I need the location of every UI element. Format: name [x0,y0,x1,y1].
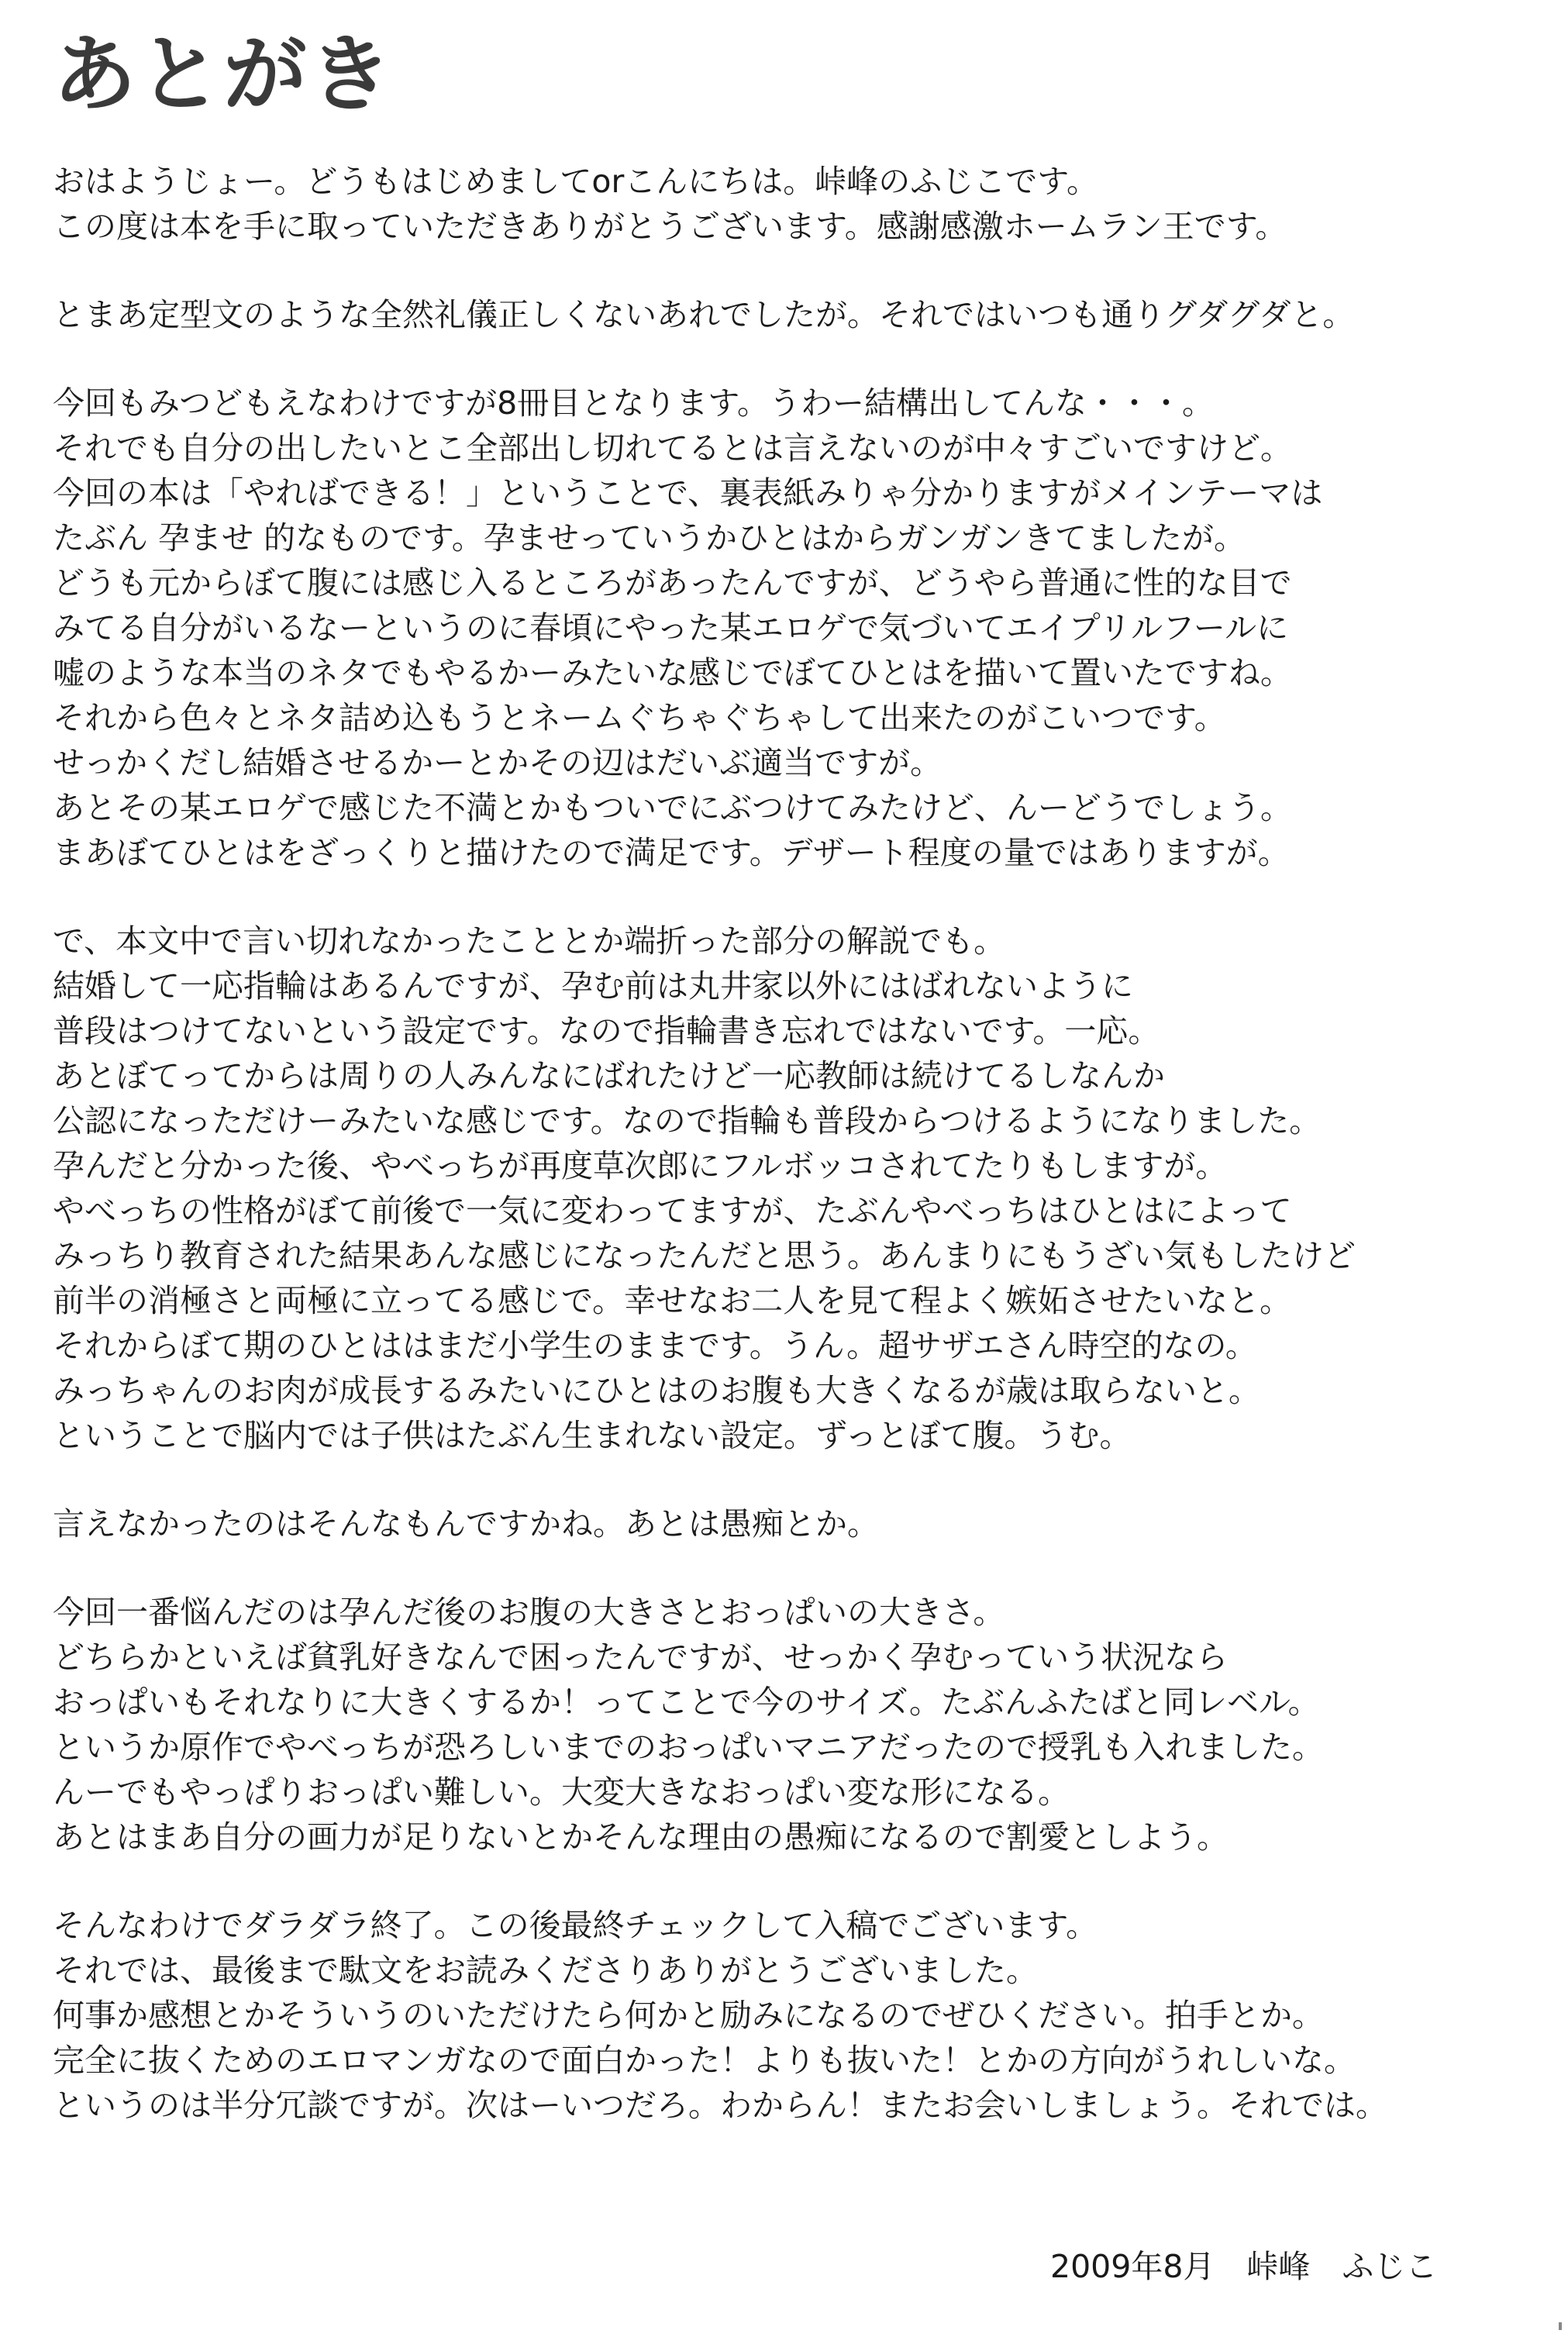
text-line: みてる自分がいるなーというのに春頃にやった某エロゲで気づいてエイプリルフールに [53,609,1289,646]
page-title: あとがき [53,26,395,123]
text-line: みっちり教育された結果あんな感じになったんだと思う。あんまりにもうざい気もしたけど [53,1237,1356,1274]
text-line: 普段はつけてないという設定です。なので指輪書き忘れではないです。一応。 [53,1012,1160,1050]
text-line: たぶん 孕ませ 的なものです。孕ませっていうかひとはからガンガンきてましたが。 [53,519,1246,557]
text-line: せっかくだし結婚させるかーとかその辺はだいぶ適当ですが。 [53,744,943,781]
text-line: 前半の消極さと両極に立ってる感じで。幸せなお二人を見て程よく嫉妬させたいなと。 [53,1282,1292,1319]
text-line: 今回もみつどもえなわけですが8冊目となります。うわー結構出してんな・・・。 [53,384,1214,422]
text-line: まあぼてひとはをざっくりと描けたので満足です。デザート程度の量ではありますが。 [53,834,1290,871]
text-line: あとはまあ自分の画力が足りないとかそんな理由の愚痴になるので割愛としよう。 [53,1818,1229,1856]
text-line: この度は本を手に取っていただきありがとうございます。感謝感激ホームラン王です。 [53,208,1287,245]
paragraph [53,292,1533,337]
paragraph [53,1590,1533,1860]
paragraph [53,1501,1533,1546]
paragraph [53,381,1533,875]
text-line: 言えなかったのはそんなもんですかね。あとは愚痴とか。 [53,1505,879,1543]
page-edge-mark [1559,2322,1562,2330]
text-line: あとぼてってからは周りの人みんなにばれたけど一応教師は続けてるしなんか [53,1057,1165,1094]
text-line: あとその某エロゲで感じた不満とかもついでにぶつけてみたけど、んーどうでしょう。 [53,789,1292,826]
text-line: 完全に抜くためのエロマンガなので面白かった！よりも抜いた！とかの方向がうれしいな。 [53,2042,1356,2079]
text-line: とまあ定型文のような全然礼儀正しくないあれでしたが。それではいつも通りグダグダと。 [53,296,1355,333]
text-line: 結婚して一応指輪はあるんですが、孕む前は丸井家以外にはばれないように [53,967,1133,1005]
text-line: やべっちの性格がぼて前後で一気に変わってますが、たぶんやべっちはひとはによって [53,1192,1292,1229]
text-line: 嘘のような本当のネタでもやるかーみたいな感じでぼてひとはを描いて置いたですね。 [53,654,1292,691]
text-line: というのは半分冗談ですが。次はーいつだろ。わからん！またお会いしましょう。それでは。 [53,2087,1387,2124]
text-line: 今回一番悩んだのは孕んだ後のお腹の大きさとおっぱいの大きさ。 [53,1594,1005,1631]
text-line: 孕んだと分かった後、やべっちが再度草次郎にフルボッコされてたりもしますが。 [53,1147,1228,1184]
afterword-body [53,159,1533,2128]
text-line: おはようじょー。どうもはじめましてorこんにちは。峠峰のふじこです。 [53,163,1099,200]
text-line: どちらかといえば貧乳好きなんで困ったんですが、せっかく孕むっていう状況なら [53,1639,1229,1676]
text-line: そんなわけでダラダラ終了。この後最終チェックして入稿でございます。 [53,1907,1098,1944]
text-line: んーでもやっぱりおっぱい難しい。大変大きなおっぱい変な形になる。 [53,1774,1070,1811]
text-line: 今回の本は「やればできる！」ということで、裏表紙みりゃ分かりますがメインテーマは [53,474,1323,512]
text-line: どうも元からぼて腹には感じ入るところがあったんですが、どうやら普通に性的な目で [53,564,1292,602]
text-line: それでは、最後まで駄文をお読みくださりありがとうございました。 [53,1952,1038,1989]
paragraph [53,159,1533,249]
text-line: おっぱいもそれなりに大きくするか！ってことで今のサイズ。たぶんふたばと同レベル。 [53,1684,1320,1721]
text-line: それからぼて期のひとははまだ小学生のままです。うん。超サザエさん時空的なの。 [53,1327,1257,1364]
text-line: 公認になっただけーみたいな感じです。なので指輪も普段からつけるようになりました。 [53,1102,1322,1139]
text-line: ということで脳内では子供はたぶん生まれない設定。ずっとぼて腹。うむ。 [53,1417,1132,1454]
text-line: それから色々とネタ詰め込もうとネームぐちゃぐちゃして出来たのがこいつです。 [53,699,1226,736]
text-line: それでも自分の出したいとこ全部出し切れてるとは言えないのが中々すごいですけど。 [53,429,1292,467]
text-line: というか原作でやべっちが恐ろしいまでのおっぱいマニアだったので授乳も入れました。 [53,1729,1324,1766]
text-line: みっちゃんのお肉が成長するみたいにひとはのお腹も大きくなるが歳は取らないと。 [53,1372,1260,1409]
paragraph [53,919,1533,1458]
text-line: 何事か感想とかそういうのいただけたら何かと励みになるのでぜひください。拍手とか。 [53,1997,1324,2034]
paragraph [53,1903,1533,2128]
signature: 2009年8月 峠峰 ふじこ [1050,2248,1438,2285]
text-line: で、本文中で言い切れなかったこととか端折った部分の解説でも。 [53,922,1006,960]
